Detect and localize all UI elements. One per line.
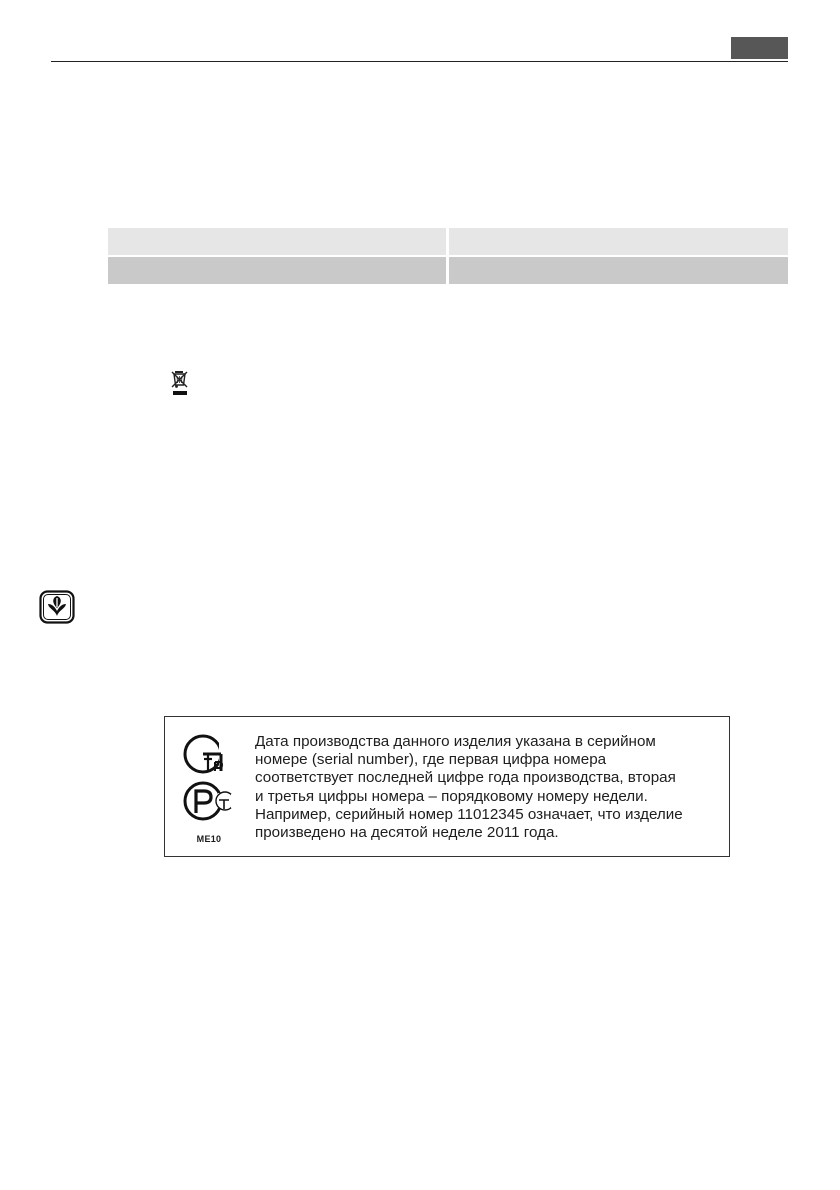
- table-cell: [449, 255, 788, 284]
- table-row: [108, 228, 788, 255]
- note-line: Дата производства данного изделия указана в серийном: [255, 733, 656, 750]
- gost-certification-mark-icon: [181, 731, 241, 831]
- note-line: и третья цифры номера – порядковому номеру недели.: [255, 787, 648, 805]
- crossed-out-wheelie-bin-icon: [170, 370, 190, 398]
- table-cell: [449, 228, 788, 255]
- language-tab: [731, 37, 788, 59]
- note-line: произведено на десятой неделе 2011 года.: [255, 824, 559, 842]
- certification-code: ME10: [196, 834, 222, 844]
- production-date-note: [255, 733, 725, 842]
- header-rule: [51, 61, 788, 62]
- technical-data-table: [108, 228, 788, 284]
- note-line: соответствует последней цифре года производства, вторая: [255, 769, 676, 787]
- note-line: номере (serial number), где первая цифра номера: [255, 751, 607, 769]
- certification-box: [164, 716, 730, 857]
- table-cell: [108, 255, 449, 284]
- eco-leaf-icon: [39, 590, 75, 624]
- certification-marks: [181, 731, 241, 846]
- table-cell: [108, 228, 449, 255]
- table-row: [108, 255, 788, 284]
- note-line: Например, серийный номер 11012345 означает, что изделие: [255, 805, 683, 823]
